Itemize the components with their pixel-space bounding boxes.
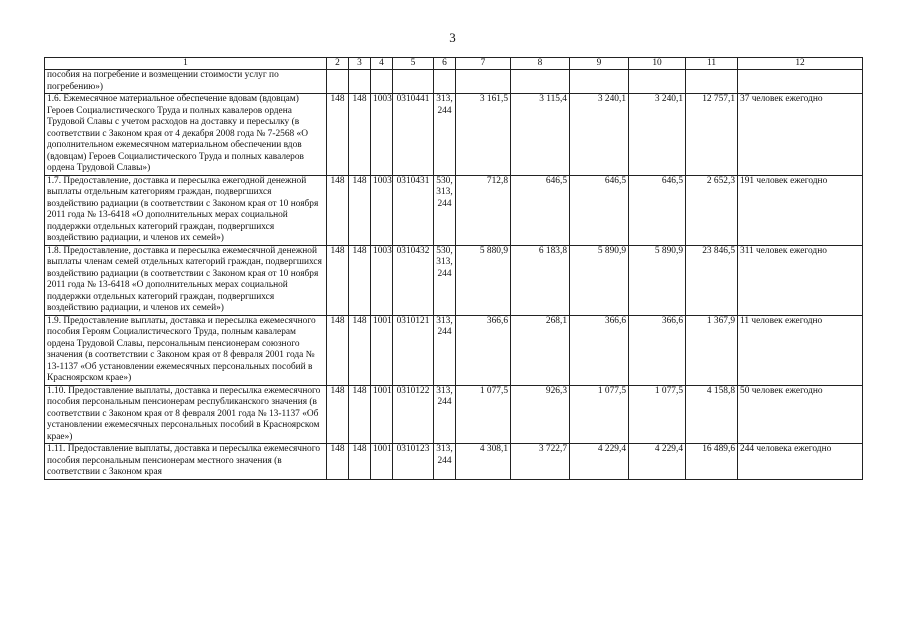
cell-ministry-code: 148 <box>327 245 349 315</box>
cell-col10: 366,6 <box>629 315 686 385</box>
cell-expense-type: 530, 313, 244 <box>434 175 456 245</box>
col-header-4: 4 <box>371 58 393 70</box>
cell-total: 4 158,8 <box>686 385 738 444</box>
cell-ministry-code: 148 <box>327 444 349 480</box>
col-header-9: 9 <box>570 58 629 70</box>
cell-target-code: 0310441 <box>393 94 434 176</box>
cell-result: 11 человек ежегодно <box>738 315 863 385</box>
table-row <box>45 70 863 94</box>
cell-target-code: 0310432 <box>393 245 434 315</box>
cell-col10: 1 077,5 <box>629 385 686 444</box>
cell-col7: 4 308,1 <box>456 444 511 480</box>
cell-target-code: 0310431 <box>393 175 434 245</box>
cell-expense-type: 313, 244 <box>434 315 456 385</box>
cell-col8: 926,3 <box>511 385 570 444</box>
cell-admin-code: 148 <box>349 385 371 444</box>
cell-section-code: 1001 <box>371 385 393 444</box>
cell-expense-type: 313, 244 <box>434 385 456 444</box>
cell-col7: 5 880,9 <box>456 245 511 315</box>
col-header-7: 7 <box>456 58 511 70</box>
cell-admin-code: 148 <box>349 315 371 385</box>
table-row <box>45 385 863 444</box>
cell-col10 <box>629 70 686 94</box>
column-header-row <box>45 58 863 70</box>
cell-total: 16 489,6 <box>686 444 738 480</box>
cell-section-code: 1003 <box>371 175 393 245</box>
cell-result: 244 человека ежегодно <box>738 444 863 480</box>
cell-admin-code: 148 <box>349 175 371 245</box>
cell-col9 <box>570 70 629 94</box>
row-description: 1.11. Предоставление выплаты, доставка и пересылка ежемесячного пособия персональным пенсионерам местного значения (в соответствии с Законом края <box>45 444 327 480</box>
cell-expense-type: 530, 313, 244 <box>434 245 456 315</box>
cell-total <box>686 70 738 94</box>
row-description: 1.10. Предоставление выплаты, доставка и пересылка ежемесячного пособия персональным пенсионерам республиканского значения (в соответствии с Законом края от 8 февраля 2001 года № 13-1137 «Об установлении ежемесячных персональных пособий в Красноярском крае») <box>45 385 327 444</box>
cell-col8: 646,5 <box>511 175 570 245</box>
table-row <box>45 315 863 385</box>
cell-expense-type <box>434 70 456 94</box>
cell-col7: 712,8 <box>456 175 511 245</box>
cell-result: 311 человек ежегодно <box>738 245 863 315</box>
row-description: 1.8. Предоставление, доставка и пересылка ежемесячной денежной выплаты членам семей отдельных категорий граждан, подвергшихся воздействию радиации (в соответствии с Законом края от 10 ноября 2011 года № 13-6418 «О дополнительных мерах социальной поддержки отдельных категорий граждан, подвергшихся воздействию радиации, и членов их семей») <box>45 245 327 315</box>
col-header-5: 5 <box>393 58 434 70</box>
cell-section-code: 1003 <box>371 94 393 176</box>
cell-col9: 646,5 <box>570 175 629 245</box>
row-description: 1.7. Предоставление, доставка и пересылка ежегодной денежной выплаты отдельным категориям граждан, подвергшихся воздействию радиации (в соответствии с Законом края от 10 ноября 2011 года № 13-6418 «О дополнительных мерах социальной поддержки отдельных категорий граждан, подвергшихся воздействию радиации, и членов их семей») <box>45 175 327 245</box>
col-header-3: 3 <box>349 58 371 70</box>
col-header-11: 11 <box>686 58 738 70</box>
page-number: 3 <box>449 30 456 45</box>
cell-total: 12 757,1 <box>686 94 738 176</box>
cell-col9: 4 229,4 <box>570 444 629 480</box>
cell-col9: 5 890,9 <box>570 245 629 315</box>
cell-section-code <box>371 70 393 94</box>
row-description: 1.6. Ежемесячное материальное обеспечение вдовам (вдовцам) Героев Социалистического Труда и полных кавалеров ордена Трудовой Славы с учетом расходов на доставку и пересылку (в соответствии с Законом края от 4 декабря 2008 года № 7-2568 «О дополнительном ежемесячном материальном обеспечении вдов (вдовцам) Героев Социалистического Труда и полных кавалеров ордена Трудовой Славы») <box>45 94 327 176</box>
cell-target-code <box>393 70 434 94</box>
cell-col8 <box>511 70 570 94</box>
cell-section-code: 1003 <box>371 245 393 315</box>
col-header-2: 2 <box>327 58 349 70</box>
cell-admin-code: 148 <box>349 245 371 315</box>
cell-result: 37 человек ежегодно <box>738 94 863 176</box>
cell-result: 50 человек ежегодно <box>738 385 863 444</box>
cell-result <box>738 70 863 94</box>
cell-col7: 1 077,5 <box>456 385 511 444</box>
row-description: 1.9. Предоставление выплаты, доставка и пересылка ежемесячного пособия Героям Социалистического Труда, полным кавалерам ордена Трудовой Славы, персональным пенсионерам союзного значения (в соответствии с Законом края от 8 февраля 2001 года № 13-1137 «Об установлении ежемесячных персональных пособий в Красноярском крае») <box>45 315 327 385</box>
cell-col10: 646,5 <box>629 175 686 245</box>
cell-target-code: 0310122 <box>393 385 434 444</box>
cell-total: 2 652,3 <box>686 175 738 245</box>
cell-col7: 3 161,5 <box>456 94 511 176</box>
cell-target-code: 0310121 <box>393 315 434 385</box>
cell-section-code: 1001 <box>371 444 393 480</box>
cell-total: 23 846,5 <box>686 245 738 315</box>
cell-admin-code <box>349 70 371 94</box>
cell-col8: 6 183,8 <box>511 245 570 315</box>
cell-admin-code: 148 <box>349 94 371 176</box>
cell-ministry-code: 148 <box>327 385 349 444</box>
cell-section-code: 1001 <box>371 315 393 385</box>
col-header-1: 1 <box>45 58 327 70</box>
col-header-12: 12 <box>738 58 863 70</box>
cell-col7 <box>456 70 511 94</box>
cell-col9: 366,6 <box>570 315 629 385</box>
cell-ministry-code: 148 <box>327 315 349 385</box>
table-row <box>45 444 863 480</box>
cell-expense-type: 313, 244 <box>434 94 456 176</box>
cell-col9: 3 240,1 <box>570 94 629 176</box>
cell-ministry-code: 148 <box>327 175 349 245</box>
cell-col9: 1 077,5 <box>570 385 629 444</box>
col-header-8: 8 <box>511 58 570 70</box>
cell-ministry-code: 148 <box>327 94 349 176</box>
table-row <box>45 94 863 176</box>
cell-col10: 3 240,1 <box>629 94 686 176</box>
table-row <box>45 245 863 315</box>
cell-col8: 3 115,4 <box>511 94 570 176</box>
col-header-10: 10 <box>629 58 686 70</box>
cell-col8: 268,1 <box>511 315 570 385</box>
cell-col10: 5 890,9 <box>629 245 686 315</box>
row-description: пособия на погребение и возмещении стоимости услуг по погребению») <box>45 70 327 94</box>
table-row <box>45 175 863 245</box>
cell-result: 191 человек ежегодно <box>738 175 863 245</box>
cell-expense-type: 313, 244 <box>434 444 456 480</box>
cell-admin-code: 148 <box>349 444 371 480</box>
cell-ministry-code <box>327 70 349 94</box>
cell-col7: 366,6 <box>456 315 511 385</box>
cell-col10: 4 229,4 <box>629 444 686 480</box>
cell-col8: 3 722,7 <box>511 444 570 480</box>
cell-target-code: 0310123 <box>393 444 434 480</box>
budget-table <box>44 57 863 480</box>
cell-total: 1 367,9 <box>686 315 738 385</box>
col-header-6: 6 <box>434 58 456 70</box>
